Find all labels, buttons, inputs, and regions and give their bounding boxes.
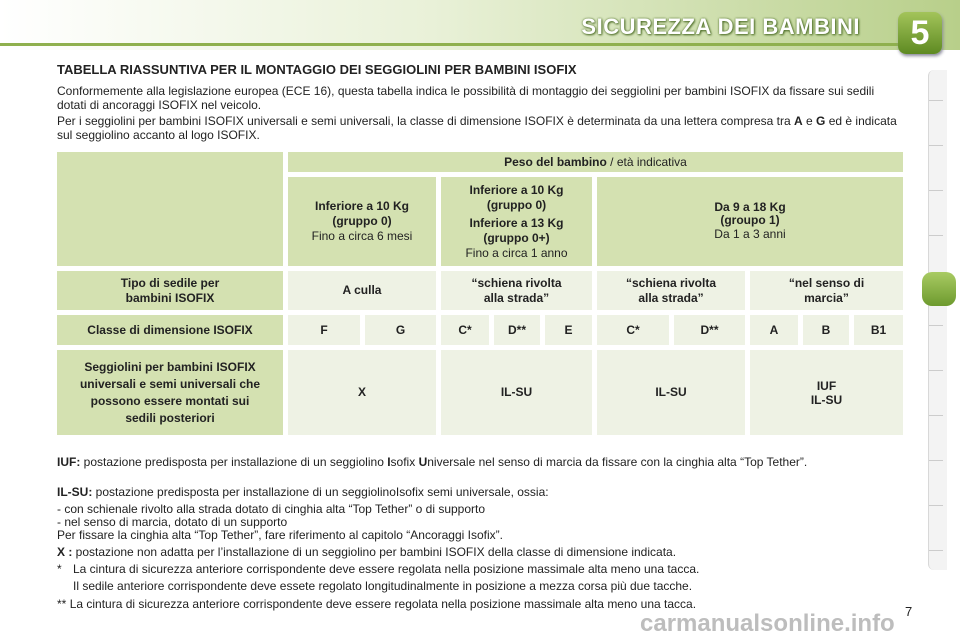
tab-divider	[929, 100, 943, 101]
weight-header: Peso del bambino / età indicativa	[288, 152, 903, 172]
size-class-label: Classe di dimensione ISOFIX	[57, 315, 283, 345]
size-class-cell: C*	[441, 315, 489, 345]
header-rule	[0, 43, 905, 46]
group-1-header: Da 9 a 18 Kg (groupo 1) Da 1 a 3 anni	[597, 177, 903, 266]
intro-paragraph-1: Conformemente alla legislazione europea (ECE 16), questa tabella indica le possibilità di montaggio dei seggiolini per bambini ISOFIX da fissare sui sedili dotati di ancoraggi ISOFIX nel veicolo.	[57, 84, 875, 112]
note-ilsu-item: - con schienale rivolto alla strada dotato di cinghia alta “Top Tether” o di supporto	[57, 502, 486, 516]
note-star-continued: Il sedile anteriore corrispondente deve essete regolato longitudinalmente in posizione a mezza corsa più due tacche.	[73, 579, 693, 593]
tab-divider	[929, 415, 943, 416]
seat-type-rear-facing-0: “schiena rivolta alla strada”	[441, 271, 592, 310]
note-double-star: ** La cintura di sicurezza anteriore corrispondente deve essere regolata nella posizione massimale alta meno una tacca.	[57, 597, 697, 611]
size-class-cell: D**	[674, 315, 745, 345]
tab-divider	[929, 235, 943, 236]
size-class-cell: E	[545, 315, 592, 345]
tab-divider	[929, 145, 943, 146]
size-class-cell: B	[803, 315, 849, 345]
group-0plus-header: Inferiore a 10 Kg (gruppo 0) Inferiore a 13 Kg (gruppo 0+) Fino a circa 1 anno	[441, 177, 592, 266]
note-x: X : postazione non adatta per l’installazione di un seggiolino per bambini ISOFIX della classe di dimensione indicata.	[57, 545, 677, 559]
seat-type-rear-facing-1: “schiena rivolta alla strada”	[597, 271, 745, 310]
size-class-cell: A	[750, 315, 798, 345]
chapter-tabs	[928, 70, 947, 570]
watermark: carmanualsonline.info	[640, 610, 895, 637]
tab-divider	[929, 505, 943, 506]
tab-divider	[929, 190, 943, 191]
seat-type-label: Tipo di sedile per bambini ISOFIX	[57, 271, 283, 310]
universal-seats-label: Seggiolini per bambini ISOFIX universali e semi universali che possono essere montati sui sedili posteriori	[57, 350, 283, 435]
tab-divider	[929, 370, 943, 371]
universal-value-rear: IL-SU	[597, 350, 745, 435]
group-0-header: Inferiore a 10 Kg (gruppo 0) Fino a circa 6 mesi	[288, 177, 436, 266]
page-number: 7	[905, 604, 913, 619]
size-class-cell: F	[288, 315, 360, 345]
size-class-cell: B1	[854, 315, 903, 345]
intro-paragraph-2: Per i seggiolini per bambini ISOFIX universali e semi universali, la classe di dimensione ISOFIX è determinata da una lettera compresa tra A e G ed è indicata sul seggiolino accanto al logo ISOFIX.	[57, 114, 897, 142]
chapter-badge	[898, 12, 942, 54]
table-corner	[57, 152, 283, 266]
size-class-cell: D**	[494, 315, 540, 345]
active-chapter-tab[interactable]	[922, 272, 956, 306]
tab-divider	[929, 325, 943, 326]
chapter-title: SICUREZZA DEI BAMBINI	[581, 14, 860, 39]
universal-value-forward: IUF IL-SU	[750, 350, 903, 435]
size-class-cell: G	[365, 315, 436, 345]
universal-value-group0: X	[288, 350, 436, 435]
seat-type-cot: A culla	[288, 271, 436, 310]
seat-type-forward-facing: “nel senso di marcia”	[750, 271, 903, 310]
section-title: TABELLA RIASSUNTIVA PER IL MONTAGGIO DEI SEGGIOLINI PER BAMBINI ISOFIX	[57, 62, 577, 77]
note-ilsu: IL-SU: postazione predisposta per installazione di un seggiolinoIsofix semi universale, ossia:	[57, 485, 549, 499]
tab-divider	[929, 550, 943, 551]
tab-divider	[929, 460, 943, 461]
note-star: * La cintura di sicurezza anteriore corrispondente deve essere regolata nella posizione massimale alta meno una tacca.	[57, 562, 700, 576]
size-class-cell: C*	[597, 315, 669, 345]
note-ilsu-item: Per fissare la cinghia alta “Top Tether”, fare riferimento al capitolo “Ancoraggi Isofix”.	[57, 528, 503, 542]
note-ilsu-item: - nel senso di marcia, dotato di un supporto	[57, 515, 288, 529]
universal-value-group0plus: IL-SU	[441, 350, 592, 435]
note-iuf: IUF: postazione predisposta per installazione di un seggiolino Isofix Universale nel senso di marcia da fissare con la cinghia alta “Top Tether”.	[57, 455, 808, 469]
chapter-number: 5	[910, 14, 930, 52]
